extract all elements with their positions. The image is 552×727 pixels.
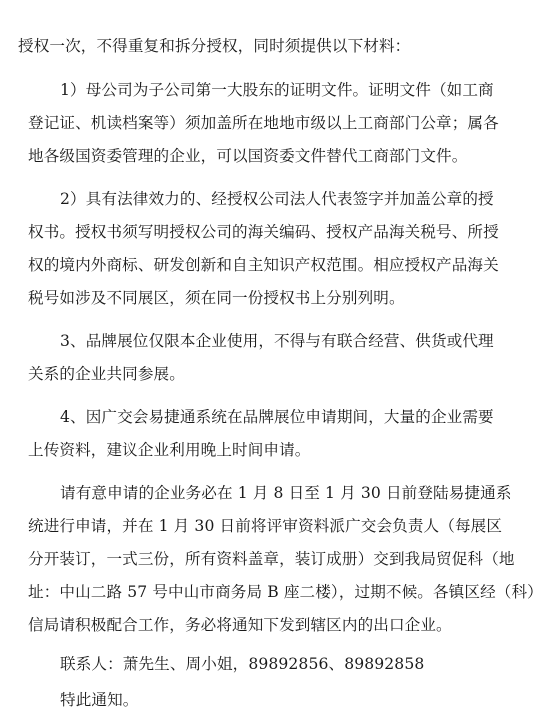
contact-line: 联系人：萧先生、周小姐，89892856、89892858 — [60, 655, 425, 673]
paragraph-line-1: 授权一次，不得重复和拆分授权，同时须提供以下材料： — [18, 37, 411, 55]
paragraph-line-17: 信局请积极配合工作，务必将通知下发到辖区内的出口企业。 — [28, 616, 452, 634]
paragraph-line-2: 1）母公司为子公司第一大股东的证明文件。证明文件（如工商 — [60, 81, 494, 99]
paragraph-line-11: 4、因广交会易捷通系统在品牌展位申请期间，大量的企业需要 — [60, 408, 494, 426]
paragraph-line-8: 税号如涉及不同展区，须在同一份授权书上分别列明。 — [28, 289, 405, 307]
paragraph-line-3: 登记证、机读档案等）须加盖所在地地市级以上工商部门公章；属各 — [28, 114, 499, 132]
paragraph-line-7: 权的境内外商标、研发创新和自主知识产权范围。相应授权产品海关 — [28, 256, 499, 274]
paragraph-line-5: 2）具有法律效力的、经授权公司法人代表签字并加盖公章的授 — [60, 190, 494, 208]
paragraph-line-4: 地各级国资委管理的企业，可以国资委文件替代工商部门文件。 — [28, 147, 468, 165]
paragraph-line-9: 3、品牌展位仅限本企业使用，不得与有联合经营、供货或代理 — [60, 332, 494, 350]
paragraph-line-10: 关系的企业共同参展。 — [28, 365, 185, 383]
paragraph-line-15: 分开装订，一式三份，所有资料盖章，装订成册）交到我局贸促科（地 — [28, 550, 515, 568]
paragraph-line-14: 统进行申请，并在 1 月 30 日前将评审资料派广交会负责人（每展区 — [28, 517, 503, 535]
closing-line: 特此通知。 — [60, 691, 139, 709]
paragraph-line-12: 上传资料，建议企业利用晚上时间申请。 — [28, 441, 311, 459]
paragraph-line-6: 权书。授权书须写明授权公司的海关编码、授权产品海关税号、所授 — [28, 223, 499, 241]
paragraph-line-16: 址：中山二路 57 号中山市商务局 B 座二楼），过期不候。各镇区经（科） — [28, 583, 543, 601]
paragraph-line-13: 请有意申请的企业务必在 1 月 8 日至 1 月 30 日前登陆易捷通系 — [60, 484, 512, 502]
